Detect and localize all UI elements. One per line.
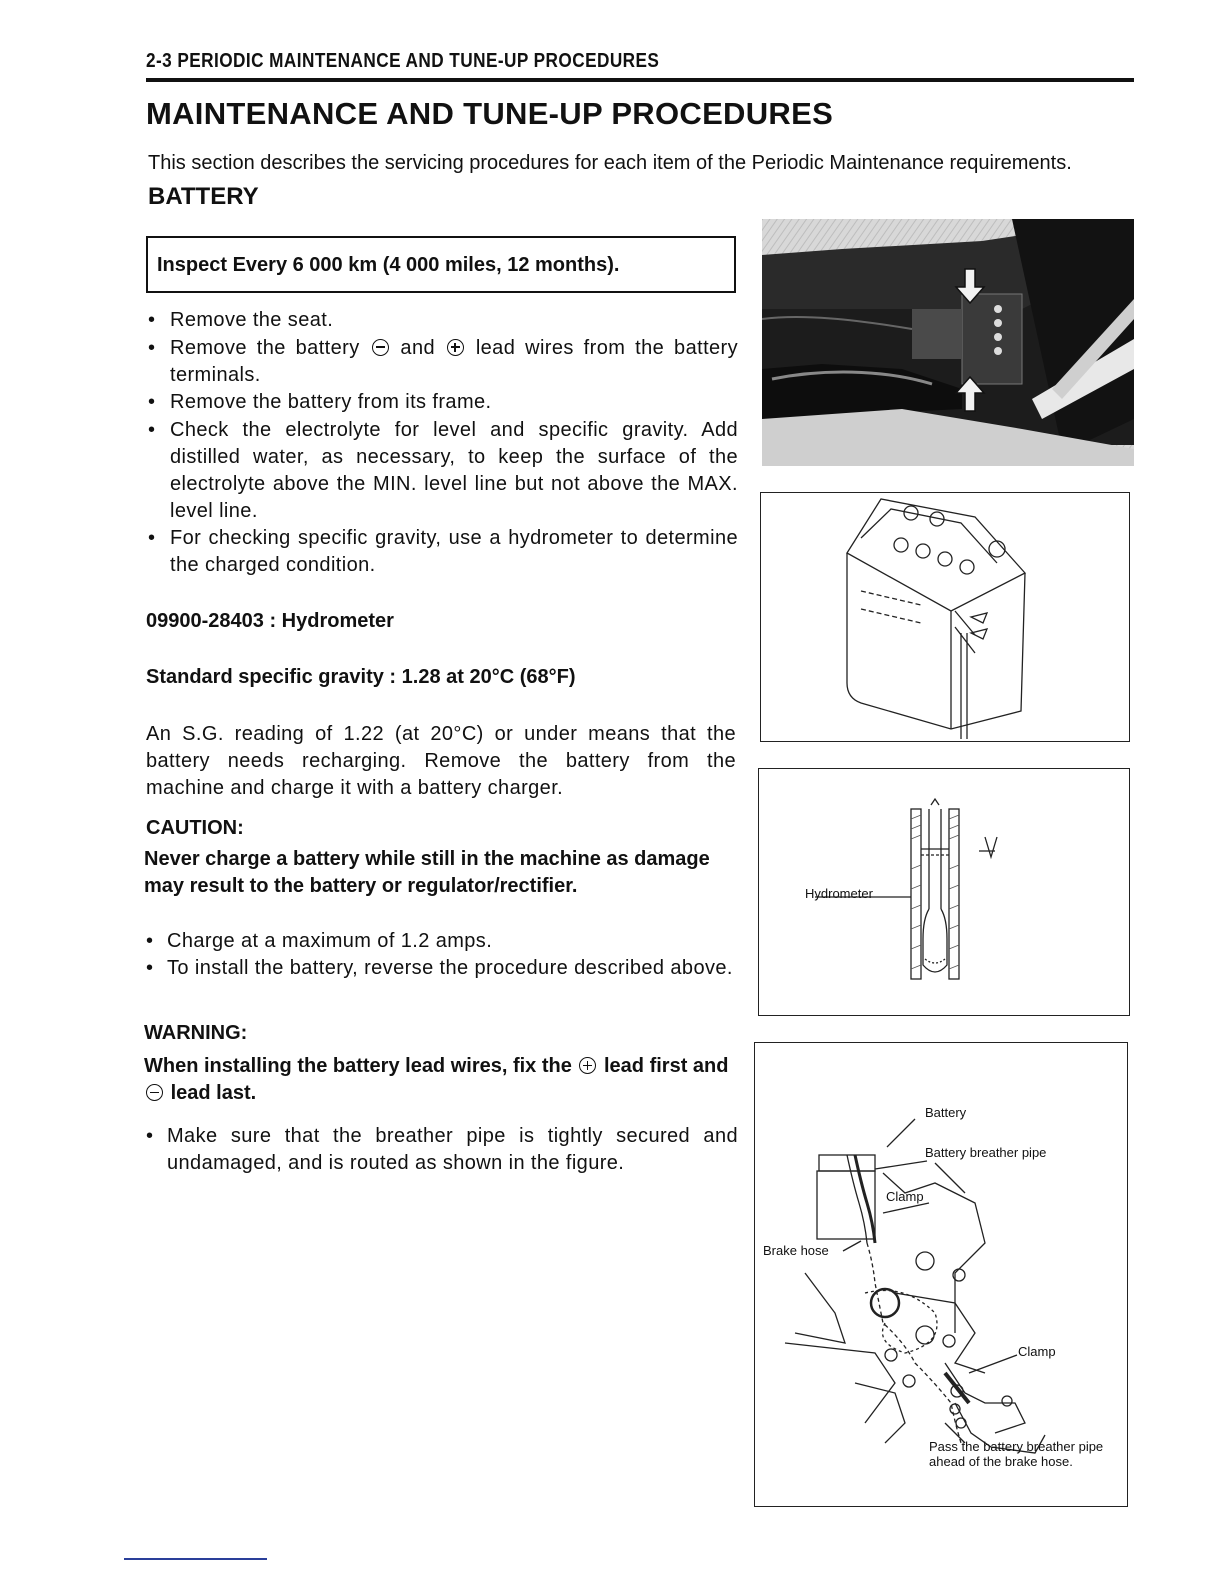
- negative-terminal-icon: [146, 1084, 163, 1101]
- standard-specific-gravity: Standard specific gravity : 1.28 at 20°C (68°F): [146, 666, 576, 688]
- upper-clamp-label: Clamp: [886, 1189, 924, 1204]
- negative-terminal-icon: [372, 339, 389, 356]
- list-item: • To install the battery, reverse the procedure described above.: [146, 955, 738, 982]
- caution-text: Never charge a battery while still in the machine as damage may result to the battery or regulator/rectifier.: [144, 848, 710, 897]
- battery-label: Battery: [925, 1105, 967, 1120]
- list-item: • Remove the seat.: [146, 307, 738, 334]
- breather-pipe-steps: [146, 1123, 738, 1177]
- breather-pipe-label: Battery breather pipe: [925, 1145, 1047, 1160]
- battery-level-figure: [760, 492, 1130, 742]
- intro-text: This section describes the servicing procedures for each item of the Periodic Maintenance requirements.: [148, 152, 1072, 174]
- positive-terminal-icon: [447, 339, 464, 356]
- brake-hose-label: Brake hose: [763, 1243, 829, 1258]
- list-item: • Check the electrolyte for level and specific gravity. Add distilled water, as necessary, to keep the surface of the electrolyte above the MIN. level line but not above the MAX. level line.: [146, 417, 738, 524]
- battery-location-photo: [762, 219, 1134, 466]
- breather-pipe-routing-figure: [754, 1042, 1128, 1507]
- section-label: 2-3 PERIODIC MAINTENANCE AND TUNE-UP PROCEDURES: [146, 50, 660, 72]
- photo-illustration: [762, 219, 1134, 466]
- warning-text: When installing the battery lead wires, fix the lead first and lead last.: [144, 1055, 729, 1104]
- special-tool: 09900-28403 : Hydrometer: [146, 610, 394, 632]
- warning-title: WARNING:: [144, 1022, 248, 1044]
- header-rule: [146, 78, 1134, 82]
- list-item: • Make sure that the breather pipe is tightly secured and undamaged, and is routed as shown in the figure.: [146, 1123, 738, 1177]
- battery-removal-steps: [146, 307, 738, 580]
- list-item: • For checking specific gravity, use a hydrometer to determine the charged condition.: [146, 525, 738, 579]
- routing-note: Pass the battery breather pipe ahead of the brake hose.: [929, 1439, 1104, 1469]
- caution-title: CAUTION:: [146, 817, 244, 839]
- page-title: MAINTENANCE AND TUNE-UP PROCEDURES: [146, 96, 834, 131]
- charging-steps: [146, 928, 738, 982]
- list-item: • Remove the battery and lead wires from the battery terminals.: [146, 335, 738, 389]
- hydrometer-figure: [758, 768, 1130, 1016]
- list-item: • Charge at a maximum of 1.2 amps.: [146, 928, 738, 955]
- hydrometer-label: Hydrometer: [805, 886, 873, 901]
- sg-reading-paragraph: An S.G. reading of 1.22 (at 20°C) or under means that the battery needs recharging. Remove the battery from the machine and charge it with a battery charger.: [146, 723, 736, 799]
- inspection-interval-text: Inspect Every 6 000 km (4 000 miles, 12 months).: [157, 254, 620, 276]
- battery-heading: BATTERY: [148, 183, 259, 210]
- list-item: • Remove the battery from its frame.: [146, 389, 738, 416]
- footer-rule: [124, 1558, 267, 1560]
- lower-clamp-label: Clamp: [1018, 1344, 1056, 1359]
- battery-drawing: [761, 493, 1129, 741]
- positive-terminal-icon: [579, 1057, 596, 1074]
